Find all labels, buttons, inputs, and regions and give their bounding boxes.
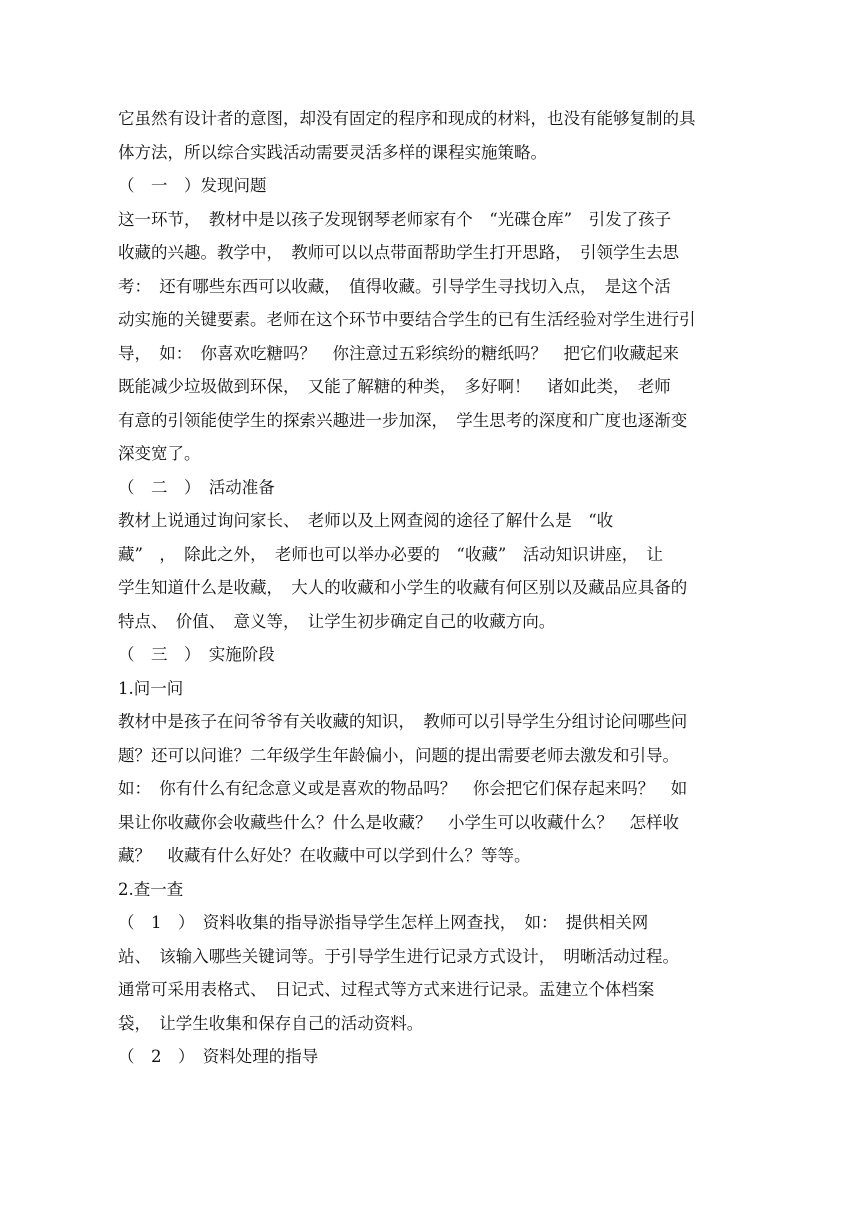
- text-line: 考： 还有哪些东西可以收藏， 值得收藏。引导学生寻找切入点， 是这个活: [118, 276, 671, 296]
- subsection-heading: 2.查一查: [118, 879, 184, 899]
- section-heading: （ 三 ） 实施阶段: [118, 645, 275, 664]
- text-line: 既能减少垃圾做到环保， 又能了解糖的种类， 多好啊！ 诸如此类， 老师: [118, 377, 671, 396]
- text-line: 这一环节， 教材中是以孩子发现钢琴老师家有个 “光碟仓库” 引发了孩子: [118, 209, 672, 229]
- section-heading: （ 二 ） 活动准备: [118, 477, 275, 497]
- section-heading: （ 一 ）发现问题: [118, 176, 267, 195]
- text-line: 如： 你有什么有纪念意义或是喜欢的物品吗？ 你会把它们保存起来吗？ 如: [118, 779, 688, 798]
- document-body: [118, 102, 738, 1074]
- text-line: 教材中是孩子在问爷爷有关收藏的知识， 教师可以引导学生分组讨论问哪些问: [118, 712, 688, 731]
- text-line: 题？还可以问谁？二年级学生年龄偏小，问题的提出需要老师去激发和引导。: [118, 745, 679, 765]
- text-line: 站、 该输入哪些关键词等。于引导学生进行记录方式设计， 明晰活动过程。: [118, 946, 679, 966]
- text-line: 教材上说通过询问家长、 老师以及上网查阅的途径了解什么是 “收: [118, 511, 614, 530]
- text-line: 学生知道什么是收藏， 大人的收藏和小学生的收藏有何区别以及藏品应具备的: [118, 578, 688, 597]
- text-line: 体方法，所以综合实践活动需要灵活多样的课程实施策略。: [118, 142, 547, 162]
- text-line: 果让你收藏你会收藏些什么？什么是收藏？ 小学生可以收藏什么？ 怎样收: [118, 812, 679, 832]
- subsection-heading: （ 2 ） 资料处理的指导: [118, 1047, 319, 1066]
- subsection-heading: 1.问一问: [118, 678, 184, 698]
- text-line: 有意的引领能使学生的探索兴趣进一步加深， 学生思考的深度和广度也逐渐变: [118, 410, 688, 430]
- text-line: 收藏的兴趣。教学中， 教师可以以点带面帮助学生打开思路， 引领学生去思: [118, 243, 679, 262]
- text-line: 藏” ， 除此之外， 老师也可以举办必要的 “收藏” 活动知识讲座， 让: [118, 544, 664, 564]
- text-line: 袋， 让学生收集和保存自己的活动资料。: [118, 1013, 424, 1033]
- text-line: 它虽然有设计者的意图，却没有固定的程序和现成的材料，也没有能够复制的具: [118, 109, 696, 128]
- text-line: 深变宽了。: [118, 444, 201, 463]
- text-line: 通常可采用表格式、 日记式、过程式等方式来进行记录。盂建立个体档案: [118, 980, 655, 999]
- text-line: 藏？ 收藏有什么好处？在收藏中可以学到什么？等等。: [118, 846, 531, 865]
- text-line: 特点、 价值、 意义等， 让学生初步确定自己的收藏方向。: [118, 611, 556, 631]
- text-line: 动实施的关键要素。老师在这个环节中要结合学生的已有生活经验对学生进行引: [118, 310, 696, 329]
- text-line: 导， 如： 你喜欢吃糖吗？ 你注意过五彩缤纷的糖纸吗？ 把它们收藏起来: [118, 343, 679, 363]
- text-line: （ 1 ） 资料收集的指导淤指导学生怎样上网查找， 如： 提供相关网: [118, 913, 649, 932]
